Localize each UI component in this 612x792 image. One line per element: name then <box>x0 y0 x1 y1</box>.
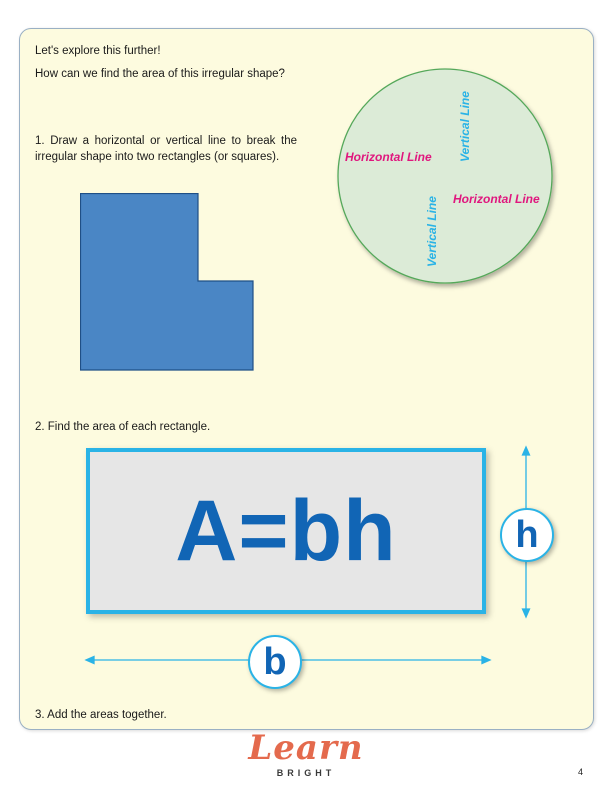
page-number: 4 <box>578 767 584 777</box>
horizontal-line-label-left: Horizontal Line <box>345 150 432 164</box>
base-arrow-right <box>482 657 490 664</box>
height-label-circle <box>500 508 554 562</box>
base-label-circle <box>248 635 302 689</box>
vertical-line-label-top: Vertical Line <box>458 91 472 162</box>
learn-bright-logo <box>248 730 364 780</box>
formula-box <box>86 448 486 614</box>
base-label: b <box>263 640 287 683</box>
base-arrow-left <box>86 657 94 664</box>
step-1-text: 1. Draw a horizontal or vertical line to break the irregular shape into two rectangles (or squares). <box>35 135 297 163</box>
logo-subtitle: BRIGHT <box>276 768 336 778</box>
height-arrow-bottom <box>523 609 530 617</box>
vertical-line-label-bottom: Vertical Line <box>425 196 439 267</box>
height-label: h <box>515 513 539 556</box>
step-3-text: 3. Add the areas together. <box>35 709 167 721</box>
logo-script-text: Learn <box>248 728 364 768</box>
intro-line-1: Let's explore this further! <box>35 45 161 57</box>
horizontal-line-label-right: Horizontal Line <box>453 192 540 206</box>
intro-line-2: How can we find the area of this irregular shape? <box>35 68 285 80</box>
step-2-text: 2. Find the area of each rectangle. <box>35 421 211 433</box>
area-formula: A=bh <box>175 482 397 579</box>
height-arrow-top <box>523 447 530 455</box>
